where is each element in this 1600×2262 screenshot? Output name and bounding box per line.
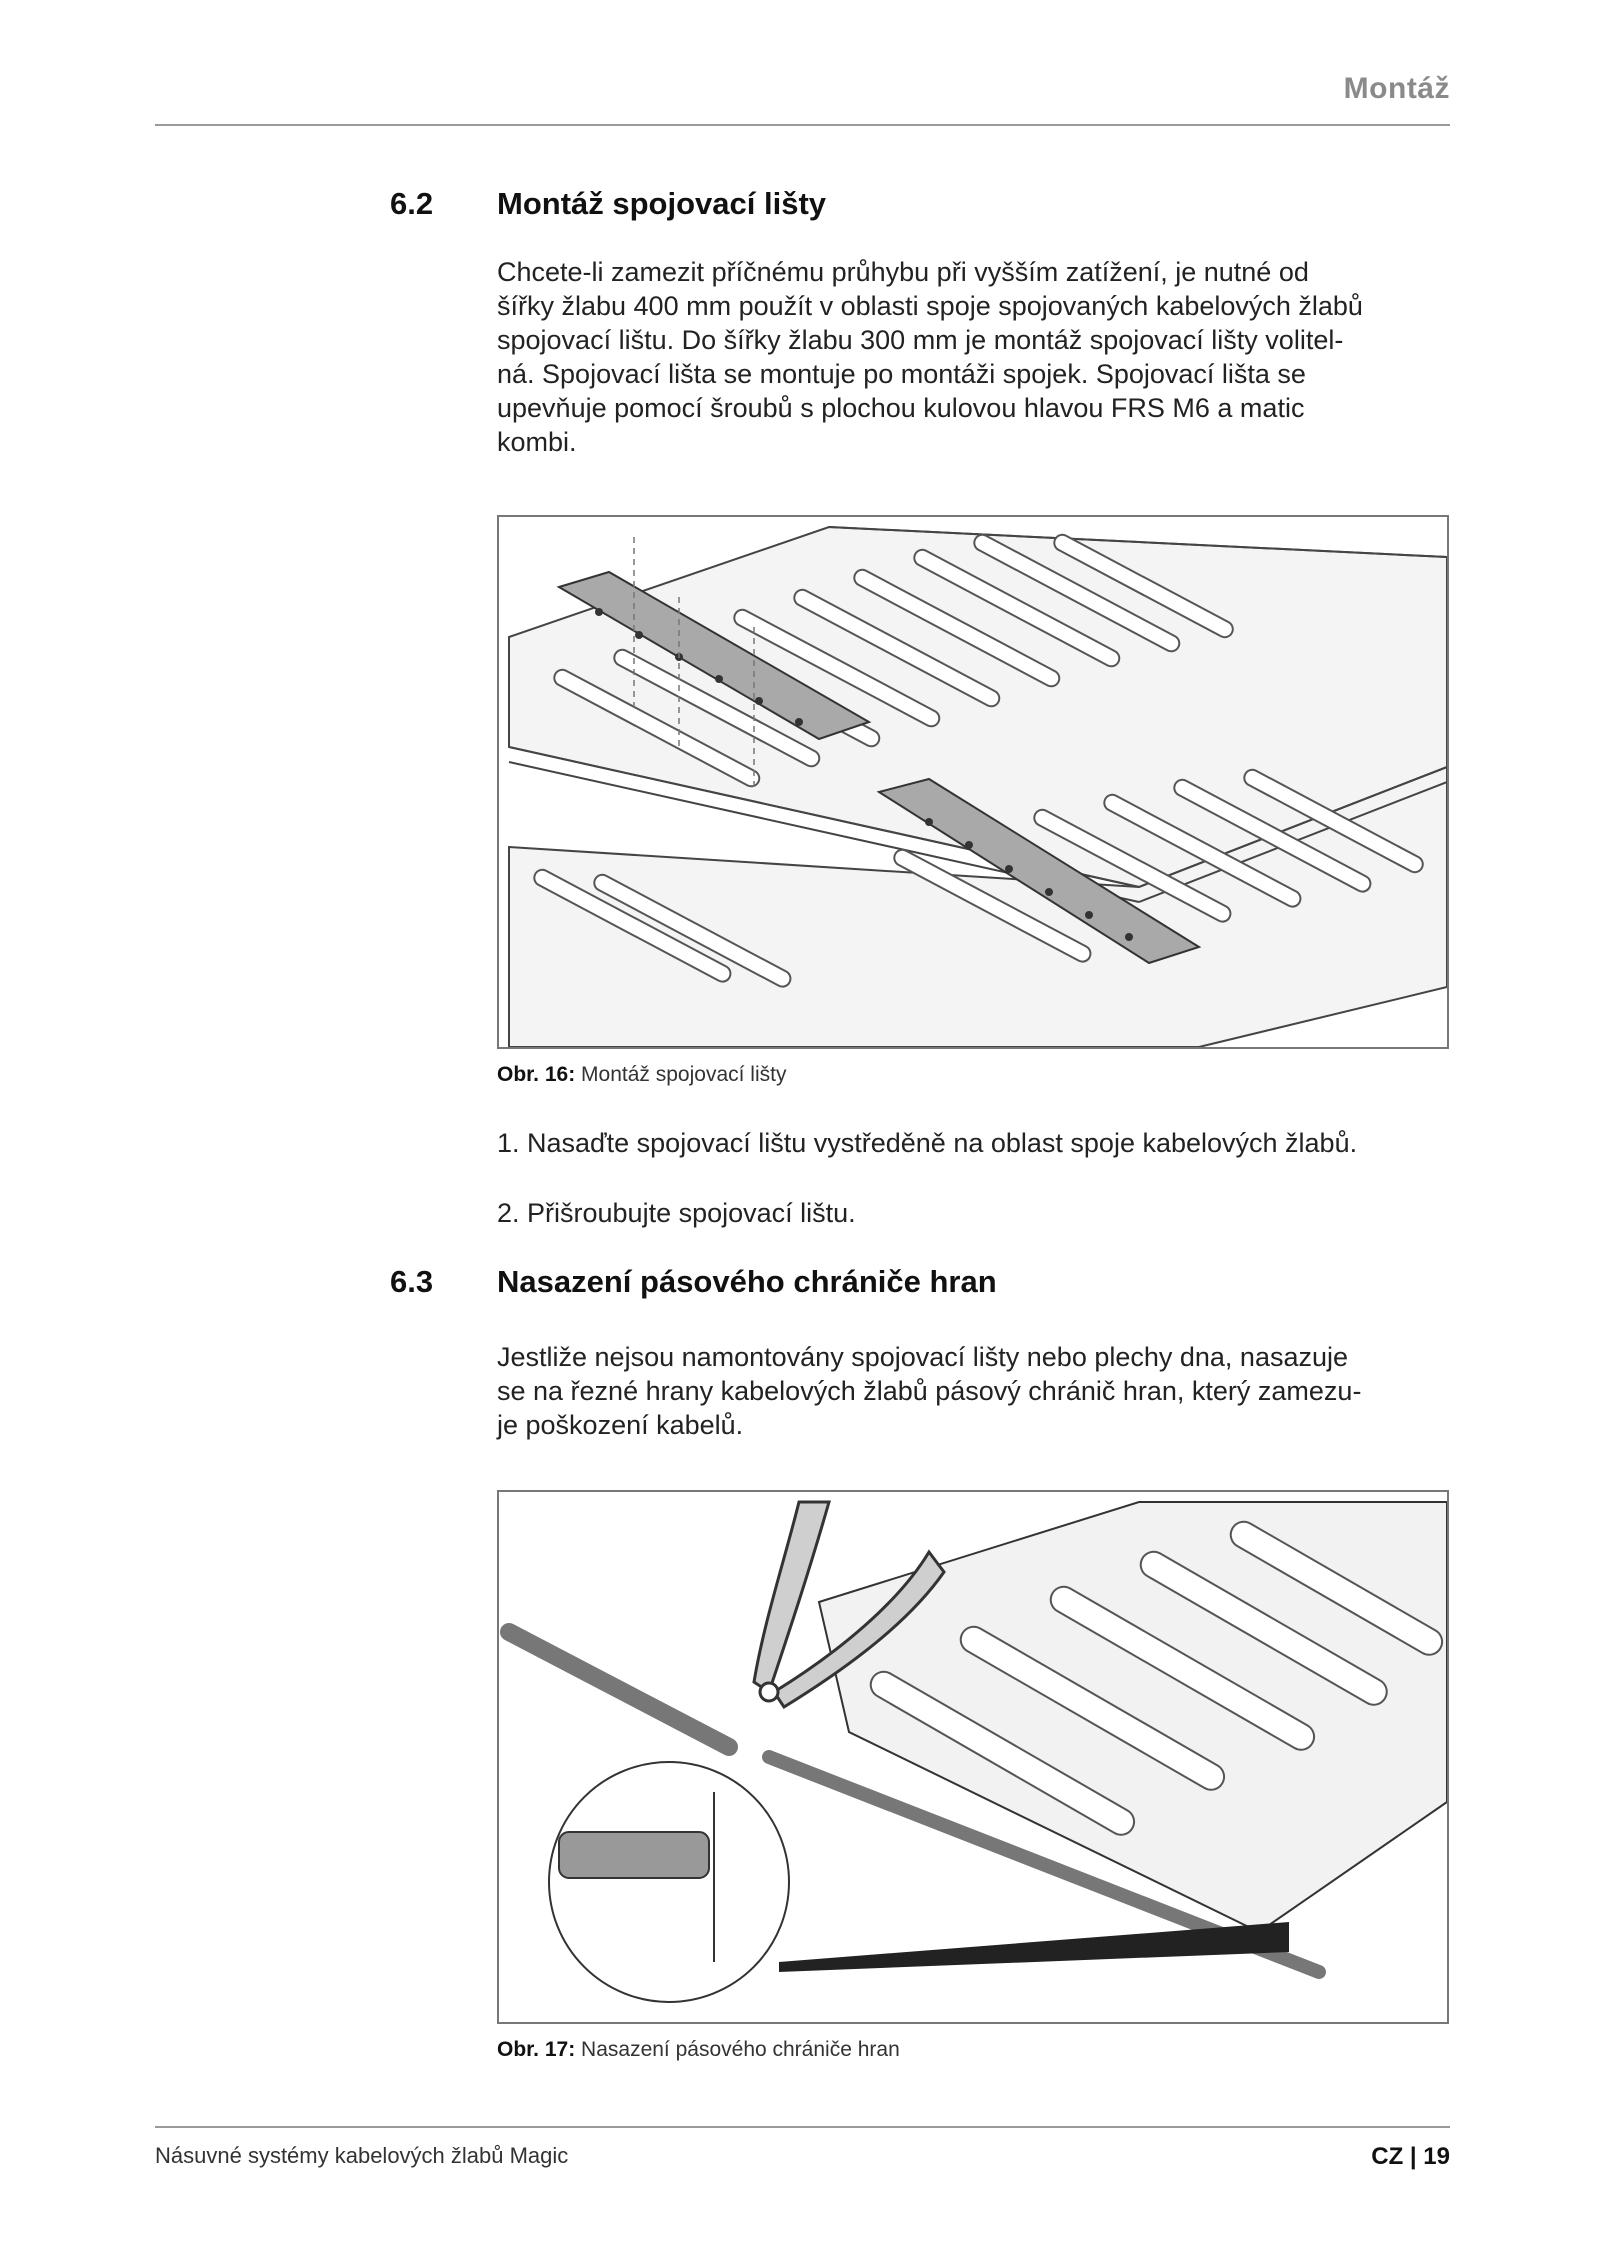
footer-document-title: Násuvné systémy kabelových žlabů Magic xyxy=(155,2143,569,2168)
figure-caption xyxy=(497,2038,900,2062)
figure-caption-text: Montáž spojovací lišty xyxy=(581,1063,787,1086)
edge-protector-illustration xyxy=(499,1492,1447,2022)
step-2: 2. Přišroubujte spojovací lištu. xyxy=(497,1198,856,1228)
running-header: Montáž xyxy=(1343,72,1450,105)
section-paragraph: Chcete-li zamezit příčnému průhybu při vyšším zatížení, je nutné od šířky žlabu 400 mm použít v oblasti spoje spojovaných kabelových žlabů spojovací lištu. Do šířky žlabu 300 mm je montáž spojovací lišty volitel- ná. Spojovací lišta se montuje po montáži spojek. Spojovací lišta se upevňuje pomocí šroubů s plochou kulovou hlavou FRS M6 a matic kombi. xyxy=(497,257,1363,457)
footer-rule xyxy=(155,2126,1450,2128)
section-title: Nasazení pásového chrániče hran xyxy=(497,1264,997,1299)
section-number: 6.2 xyxy=(390,186,434,221)
section-paragraph: Jestliže nejsou namontovány spojovací lišty nebo plechy dna, nasazuje se na řezné hrany kabelových žlabů pásový chránič hran, který zamezu- je poškození kabelů. xyxy=(497,1342,1362,1440)
figure-label: Obr. 16: xyxy=(497,1063,576,1086)
header-rule xyxy=(155,124,1450,126)
figure-caption-text: Nasazení pásového chrániče hran xyxy=(581,2038,900,2061)
cable-tray-illustration xyxy=(499,517,1447,1047)
figure-edge-protector xyxy=(497,1490,1449,2024)
section-number: 6.3 xyxy=(390,1264,434,1299)
section-title: Montáž spojovací lišty xyxy=(497,186,827,221)
figure-caption xyxy=(497,1063,786,1087)
footer-page-number: CZ | 19 xyxy=(1371,2143,1450,2170)
figure-label: Obr. 17: xyxy=(497,2038,576,2061)
step-1: 1. Nasaďte spojovací lištu vystředěně na oblast spoje kabelových žlabů. xyxy=(497,1128,1358,1158)
figure-connecting-strip xyxy=(497,515,1449,1049)
